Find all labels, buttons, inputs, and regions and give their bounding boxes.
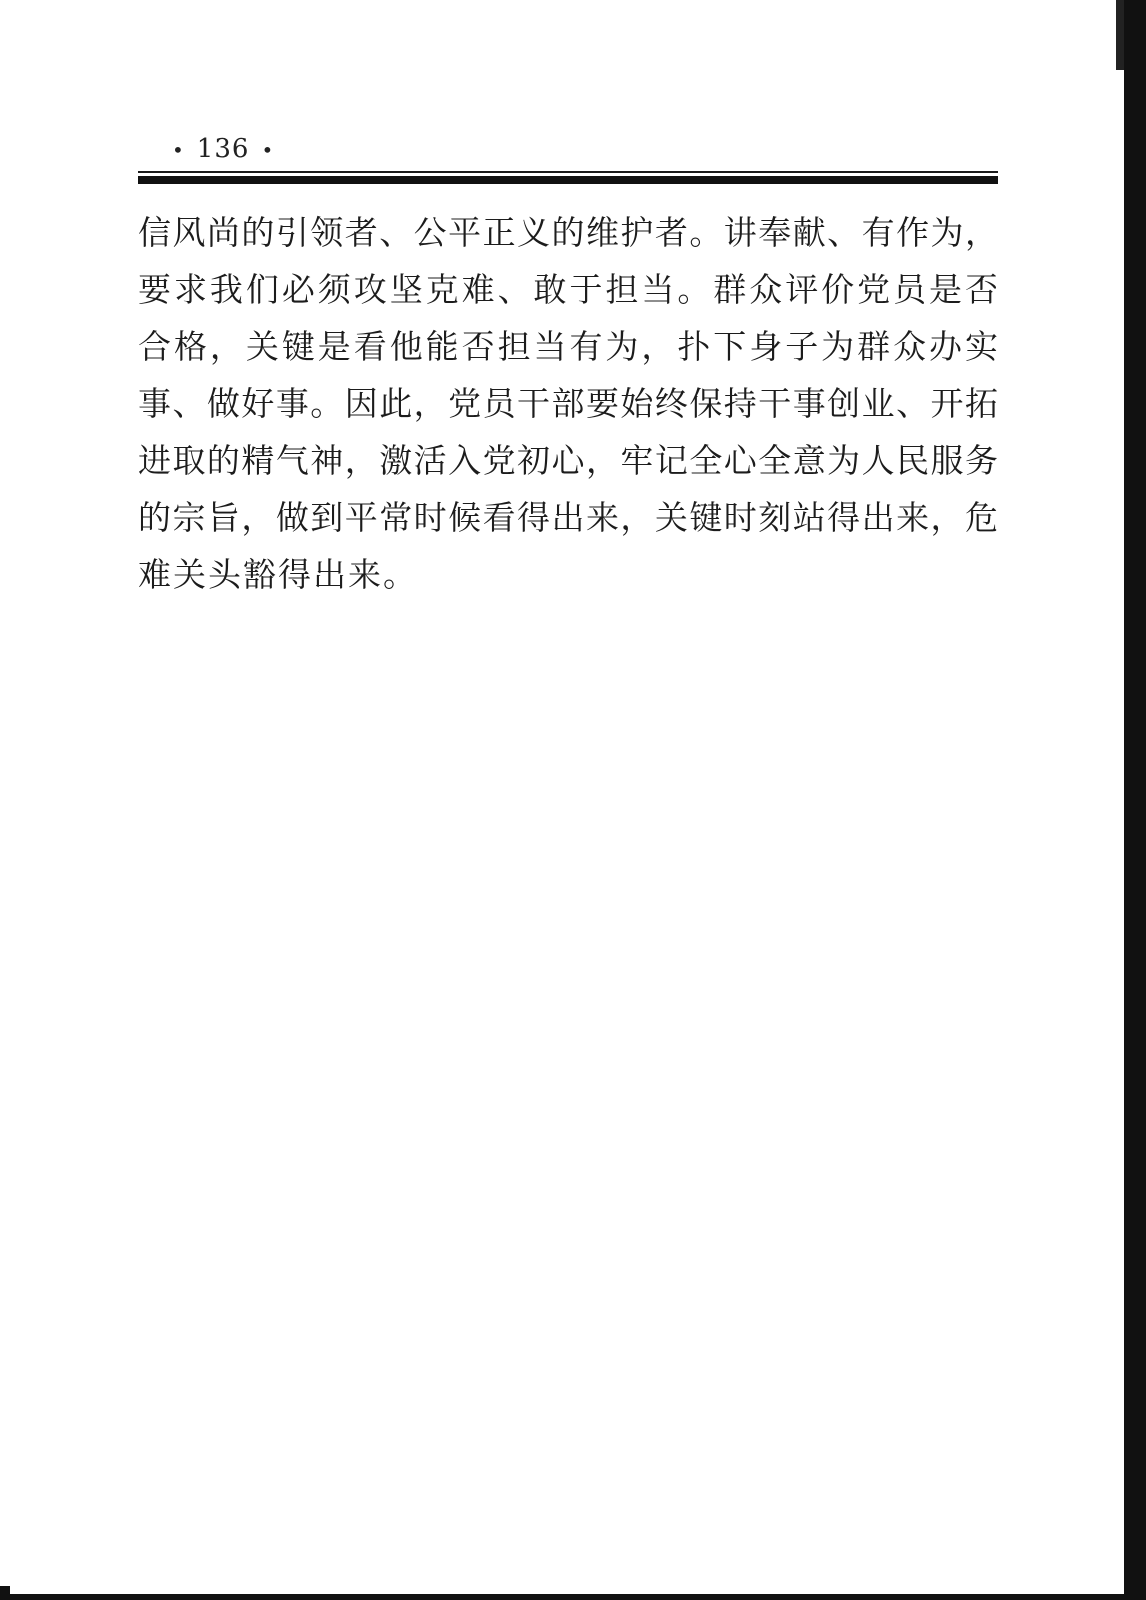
text-line: 信风尚的引领者、公平正义的维护者。讲奉献、有作为，	[138, 213, 998, 252]
header-rule-thin	[138, 171, 998, 173]
header-rule-thick	[138, 176, 998, 184]
page-number: 136	[196, 134, 250, 164]
page-header	[138, 128, 998, 190]
bullet-dot-right: •	[261, 138, 275, 162]
text-line: 进取的精气神，激活入党初心，牢记全心全意为人民服务	[138, 441, 998, 480]
text-line: 要求我们必须攻坚克难、敢于担当。群众评价党员是否	[138, 270, 998, 309]
text-line: 的宗旨，做到平常时候看得出来，关键时刻站得出来，危	[138, 498, 998, 537]
text-line: 事、做好事。因此，党员干部要始终保持干事创业、开拓	[138, 384, 998, 423]
scan-border-bottom	[0, 1594, 1146, 1600]
body-paragraph	[138, 208, 998, 607]
text-line-last: 难关头豁得出来。	[138, 555, 418, 594]
scan-border-artifact	[1116, 0, 1124, 70]
bullet-dot-left: •	[172, 138, 185, 162]
scan-border-right	[1124, 0, 1146, 1600]
text-line: 合格，关键是看他能否担当有为，扑下身子为群众办实	[138, 327, 998, 366]
page-number-line	[160, 134, 286, 164]
scan-corner-artifact	[0, 1586, 10, 1600]
